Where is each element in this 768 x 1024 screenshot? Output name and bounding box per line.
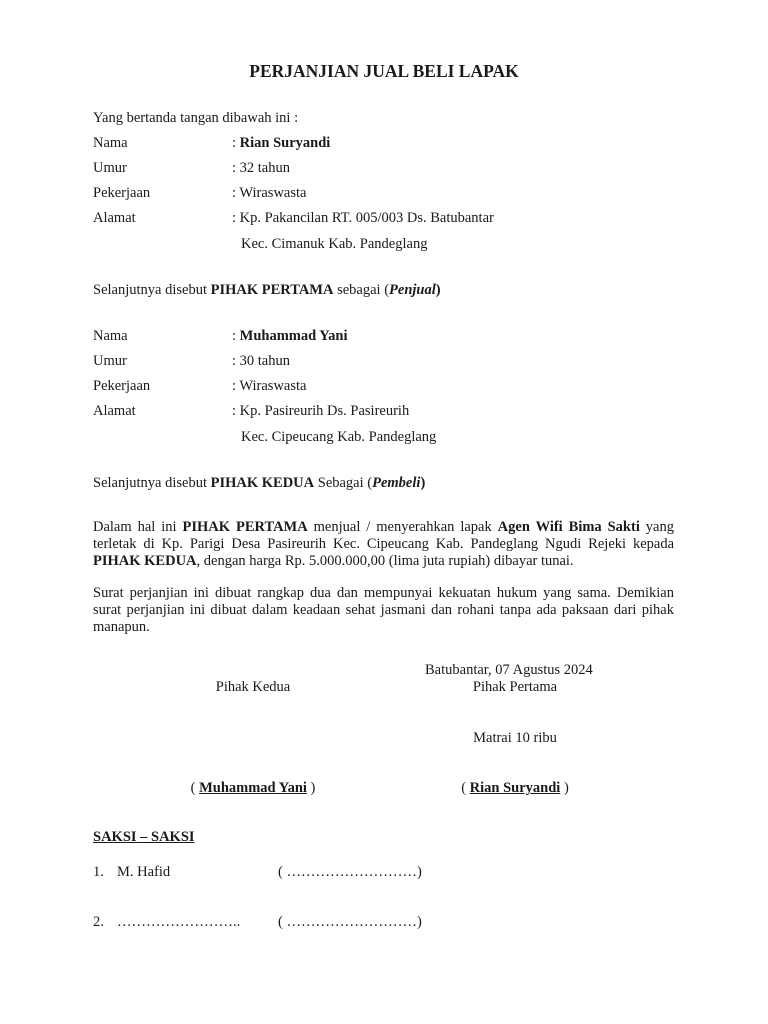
party2-address-line1: Kp. Pasireurih Ds. Pasireurih bbox=[239, 403, 410, 419]
party2-age-row: : 30 tahun bbox=[232, 353, 290, 369]
party1-age-label: Umur bbox=[93, 160, 127, 176]
party1-address-row: : Kp. Pakancilan RT. 005/003 Ds. Batubantar bbox=[232, 210, 494, 226]
closing-paragraph: Surat perjanjian ini dibuat rangkap dua dan mempunyai kekuatan hukum yang sama. Demikian surat perjanjian ini dibuat dalam keadaan sehat jasmani dan rohani tanpa ada paksaan dari pihak manapun. bbox=[93, 585, 674, 635]
party1-age: 32 tahun bbox=[239, 160, 290, 176]
party1-name-row: : Rian Suryandi bbox=[232, 135, 331, 151]
party1-job-label: Pekerjaan bbox=[93, 185, 151, 201]
party1-job-row: : Wiraswasta bbox=[232, 185, 307, 201]
party2-description: Selanjutnya disebut PIHAK KEDUA Sebagai (Pembeli) bbox=[93, 475, 426, 491]
party2-address-line2: Kec. Cipeucang Kab. Pandeglang bbox=[241, 429, 437, 445]
place-date: Batubantar, 07 Agustus 2024 bbox=[425, 662, 593, 678]
party2-name-label: Nama bbox=[93, 328, 128, 344]
party1-address-line1: Kp. Pakancilan RT. 005/003 Ds. Batubantar bbox=[239, 210, 494, 226]
party2-age-label: Umur bbox=[93, 353, 127, 369]
party2-address-label: Alamat bbox=[93, 403, 136, 419]
party1-job: Wiraswasta bbox=[239, 185, 307, 201]
right-signer-title: Pihak Pertama bbox=[472, 679, 558, 695]
party2-name-row: : Muhammad Yani bbox=[232, 328, 348, 344]
left-signer-title: Pihak Kedua bbox=[215, 679, 291, 695]
party1-age-row: : 32 tahun bbox=[232, 160, 290, 176]
witness-1-signature: ( ………………………) bbox=[278, 864, 422, 880]
witness-1-number: 1. bbox=[93, 864, 104, 880]
party2-job: Wiraswasta bbox=[239, 378, 307, 394]
witness-heading: SAKSI – SAKSI bbox=[93, 829, 195, 845]
witness-1-name: M. Hafid bbox=[117, 864, 171, 880]
stamp-note: Matrai 10 ribu bbox=[473, 730, 557, 746]
party2-job-label: Pekerjaan bbox=[93, 378, 151, 394]
party1-description: Selanjutnya disebut PIHAK PERTAMA sebagai (Penjual) bbox=[93, 282, 441, 298]
left-signer-name: Muhammad Yani bbox=[199, 780, 307, 796]
document-title: PERJANJIAN JUAL BELI LAPAK bbox=[249, 61, 519, 81]
party1-name-label: Nama bbox=[93, 135, 128, 151]
sale-paragraph: Dalam hal ini PIHAK PERTAMA menjual / menyerahkan lapak Agen Wifi Bima Sakti yang terletak di Kp. Parigi Desa Pasireurih Kec. Cipeucang Kab. Pandeglang Ngudi Rejeki kepada PIHAK KEDUA, dengan harga Rp. 5.000.000,00 (lima juta rupiah) dibayar tunai. bbox=[93, 519, 674, 569]
party2-job-row: : Wiraswasta bbox=[232, 378, 307, 394]
right-signer-name-row: ( Rian Suryandi ) bbox=[461, 780, 569, 796]
witness-2-number: 2. bbox=[93, 914, 104, 930]
party1-address-label: Alamat bbox=[93, 210, 136, 226]
party1-name: Rian Suryandi bbox=[239, 135, 331, 151]
right-signer-name: Rian Suryandi bbox=[469, 780, 561, 796]
party1-address-line2: Kec. Cimanuk Kab. Pandeglang bbox=[241, 236, 428, 252]
party2-address-row: : Kp. Pasireurih Ds. Pasireurih bbox=[232, 403, 410, 419]
witness-2-signature: ( ………………………) bbox=[278, 914, 422, 930]
party2-age: 30 tahun bbox=[239, 353, 290, 369]
party2-name: Muhammad Yani bbox=[239, 328, 348, 344]
intro-text: Yang bertanda tangan dibawah ini : bbox=[93, 110, 299, 126]
witness-2-name: …………………….. bbox=[117, 914, 241, 930]
left-signer-name-row: ( Muhammad Yani ) bbox=[190, 780, 316, 796]
